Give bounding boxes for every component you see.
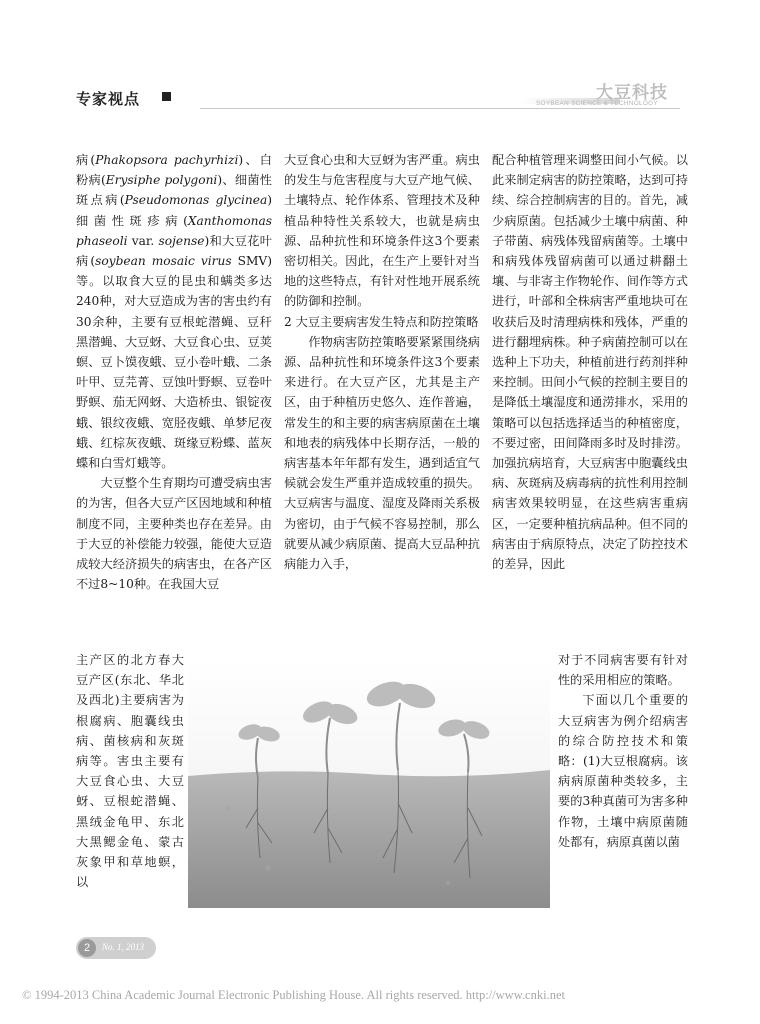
journal-brand-name: 大豆科技 <box>596 83 668 103</box>
text-run: )和大豆花叶病( <box>76 233 272 269</box>
journal-brand-subtitle: SOYBEAN SCIENCE & TECHNOLOGY <box>536 100 658 107</box>
column-1-wrap <box>76 650 184 892</box>
text-run: )、细菌性斑点病( <box>76 173 272 208</box>
column-3 <box>492 150 688 574</box>
section-heading-2: 2 大豆主要病害发生特点和防控策略 <box>284 314 479 329</box>
latin-name: Phakopsora pachyrhizi <box>95 153 239 167</box>
issue-label: No. 1, 2013 <box>102 942 145 952</box>
col3-paragraph-1: 配合种植管理来调整田间小气候。以此来制定病害的防控策略，达到可持续、综合控制病害的目的。首先，减少病原菌。包括减少土壤中病菌、种子带菌、病残体残留病菌等。土壤中和病残体残留病菌可以通过耕翻土壤、与非寄主作物轮作、间作等方式进行，叶部和全株病害严重地块可在收获后及时清理病株和残体，严重的进行翻埋病株。种子病菌控制可以在选种上下功夫，种植前进行药剂拌种来控制。田间小气候的控制主要目的是降低土壤湿度和通涝排水，采用的策略可以包括选择适当的种植密度，不要过密，田间降雨多时及时排涝。加强抗病培育，大豆病害中胞囊线虫病、灰斑病及病毒病的抗性利用控制病害效果较明显，在这些病害重病区，一定要种植抗病品种。但不同的病害由于病原特点，决定了防控技术的差异，因此 <box>492 153 688 572</box>
latin-name: Erysiphe polygoni <box>105 173 218 188</box>
latin-name: sojense <box>158 233 205 248</box>
text-run: SMV)等。以取食大豆的昆虫和螨类多达240种，对大豆造成为害的害虫约有30余种，主要有豆根蛇潜蝇、豆秆黑潜蝇、大豆蚜、大豆食心虫、豆荚螟、豆卜馍夜蛾、豆小卷叶蛾、二条叶甲、豆芫菁、豆蚀叶野螟、豆卷叶野螟、茄无网蚜、大造桥虫、银锭夜蛾、银纹夜蛾、宽胫夜蛾、单梦尼夜蛾、红棕灰夜蛾、斑缘豆粉蝶、蓝灰蝶和白雪灯蛾等。 <box>76 254 272 471</box>
col3-paragraph-3: 下面以几个重要的大豆病害为例介绍病害的综合防控技术和策略：(1)大豆根腐病。该病病原菌种类较多，主要的3种真菌可为害多种作物，土壤中病原菌随处都有，病原真菌以菌 <box>558 693 688 849</box>
col1-paragraph-3: 主产区的北方春大豆产区(东北、华北及西北)主要病害为根腐病、胞囊线虫病、菌核病和灰斑病等。害虫主要有大豆食心虫、大豆蚜、豆根蛇潜蝇、黑绒金龟甲、东北大黑鳃金龟、蒙古灰象甲和草地螟，以 <box>76 653 184 890</box>
latin-name: soybean mosaic virus <box>95 254 232 269</box>
header-rule <box>200 108 680 109</box>
latin-name: Pseudomonas glycinea <box>124 193 268 208</box>
soybean-seedling-photo <box>188 658 550 908</box>
column-2 <box>284 150 480 574</box>
text-run: )、白粉病( <box>76 153 272 188</box>
col1-paragraph-1 <box>76 150 272 473</box>
header-square-marker <box>162 92 171 101</box>
col2-paragraph-2: 作物病害防控策略要紧紧围绕病源、品种抗性和环境条件这3个要素来进行。在大豆产区，尤其是主产区，由于种植历史悠久、连作普遍，常发生的和主要的病害病原菌在土壤和地表的病残体中长期存活，一般的病害基本年年都有发生，遇到适宜气候就会发生严重并造成较重的损失。大豆病害与温度、湿度及降雨关系极为密切，由于气候不容易控制，那么就要从减少病原菌、提高大豆品种抗病能力入手， <box>284 334 480 572</box>
section-title: 专家视点 <box>76 90 141 108</box>
col3-paragraph-2: 对于不同病害要有针对性的采用相应的策略。 <box>558 653 688 688</box>
text-run: 病( <box>76 153 96 167</box>
latin-name: Xanthomonas phaseoli <box>76 213 272 248</box>
copyright-footer: © 1994-2013 China Academic Journal Electronic Publishing House. All rights reserved. http://www.cnki.net <box>22 988 565 1002</box>
text-run: var. <box>127 233 159 248</box>
text-run: )细菌性斑疹病( <box>76 193 272 228</box>
column-3-wrap <box>558 650 688 852</box>
column-1 <box>76 150 272 594</box>
col2-paragraph-1: 大豆食心虫和大豆蚜为害严重。病虫的发生与危害程度与大豆产地气候、土壤特点、轮作体系、管理技术及种植品种特性关系较大，也就是病虫源、品种抗性和环境条件这3个要素密切相关。因此，在生产上要针对当地的这些特点，有针对性地开展系统的防御和控制。 <box>284 153 480 309</box>
col1-paragraph-2: 大豆整个生育期均可遭受病虫害的为害，但各大豆产区因地域和种植制度不同，主要种类也存在差异。由于大豆的补偿能力较强，能使大豆造成较大经济损失的病害虫，在各产区不过8~10种。在我国大豆 <box>76 476 272 592</box>
page-number: 2 <box>78 939 96 957</box>
